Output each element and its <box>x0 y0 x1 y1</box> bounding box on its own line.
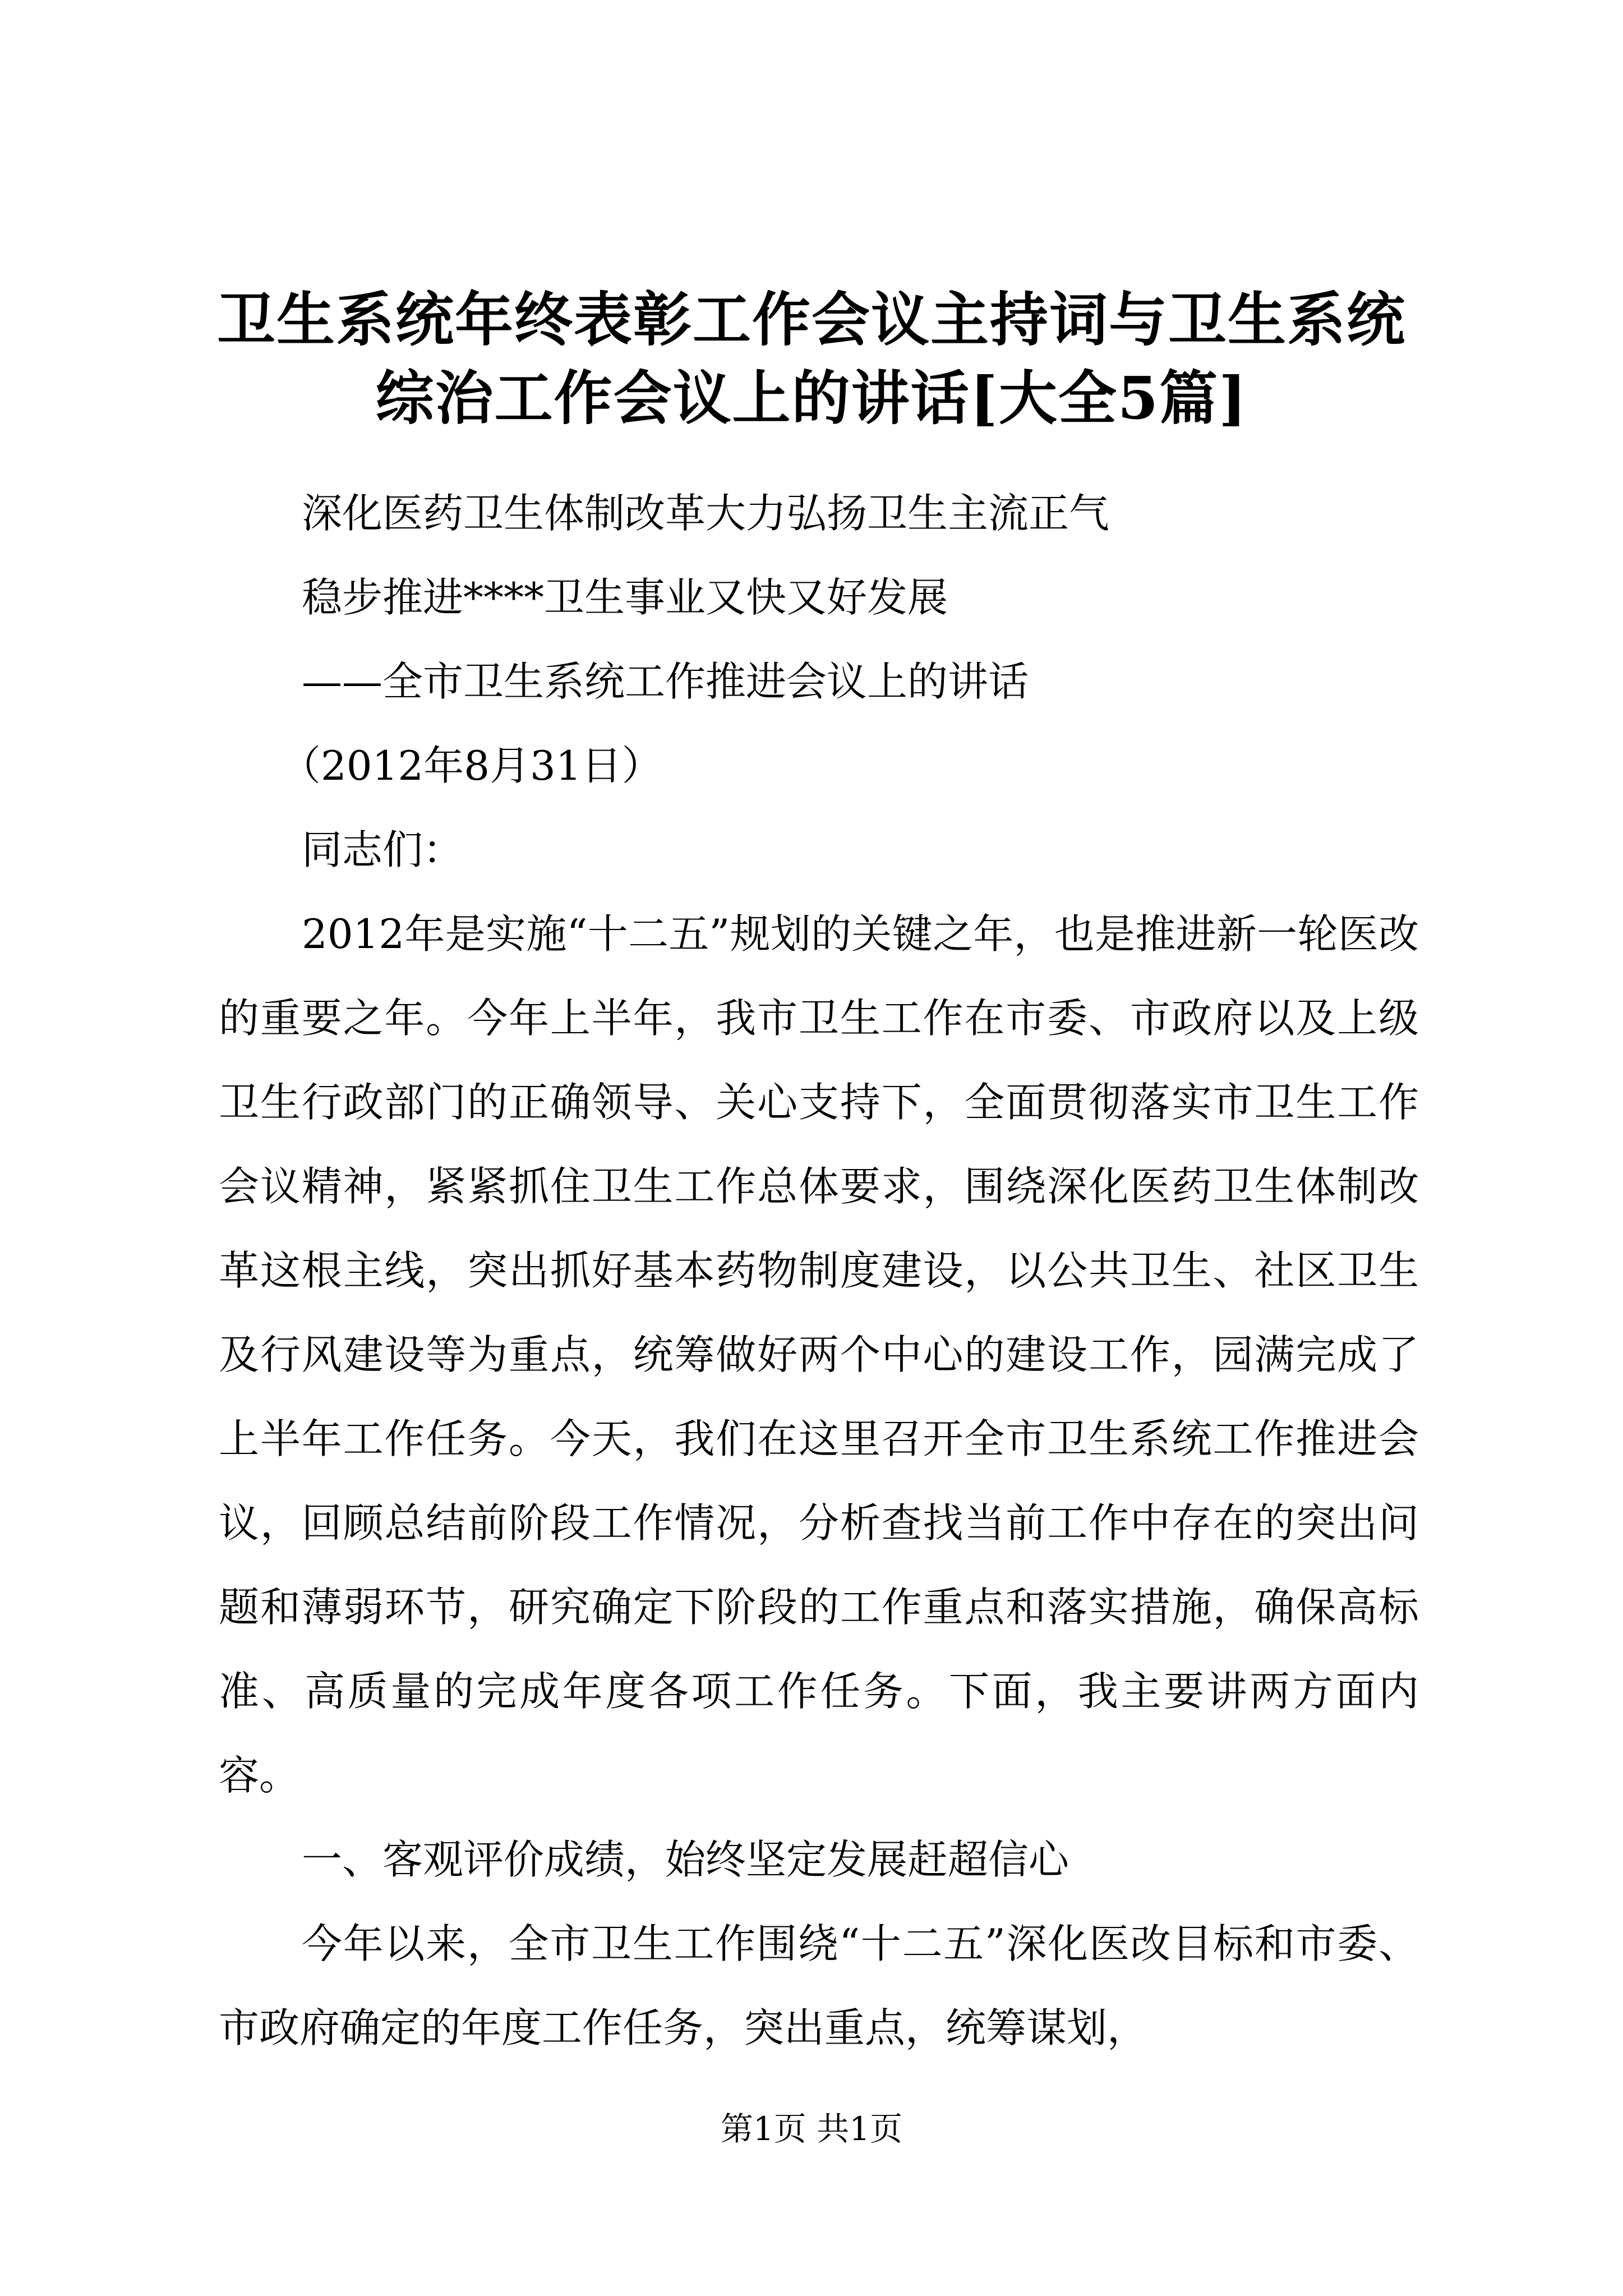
title-line-1: 卫生系统年终表彰工作会议主持词与卫生系统 <box>216 285 1406 354</box>
title-line-2: 综治工作会议上的讲话[大全5篇] <box>375 364 1248 432</box>
subtitle-line-1: 深化医药卫生体制改革大力弘扬卫生主流正气 <box>302 490 1110 537</box>
speech-occasion: ——全市卫生系统工作推进会议上的讲话 <box>302 658 1029 705</box>
page-footer: 第1页 共1页 <box>720 2110 903 2148</box>
body-paragraph-intro: 2012年是实施“十二五”规划的关键之年，也是推进新一轮医改的重要之年。今年上半年，我市卫生工作在市委、市政府以及上级卫生行政部门的正确领导、关心支持下，全面贯彻落实市卫生工作会议精神，紧紧抓住卫生工作总体要求，围绕深化医药卫生体制改革这根主线，突出抓好基本药物制度建设，以公共卫生、社区卫生及行风建设等为重点，统筹做好两个中心的建设工作，园满完成了上半年工作任务。今天，我们在这里召开全市卫生系统工作推进会议，回顾总结前阶段工作情况，分析查找当前工作中存在的突出问题和薄弱环节，研究确定下阶段的工作重点和落实措施，确保高标准、高质量的完成年度各项工作任务。下面，我主要讲两方面内容。 <box>219 910 1419 1799</box>
body-paragraph-2: 今年以来，全市卫生工作围绕“十二五”深化医改目标和市委、市政府确定的年度工作任务，突出重点，统筹谋划， <box>219 1920 1419 2051</box>
subtitle-line-2: 稳步推进****卫生事业又快又好发展 <box>302 574 948 621</box>
section-heading-1: 一、客观评价成绩，始终坚定发展赶超信心 <box>302 1836 1069 1883</box>
speech-date: （2012年8月31日） <box>280 742 662 789</box>
document-title <box>0 280 1623 438</box>
document-body <box>219 471 1419 2070</box>
salutation: 同志们： <box>302 826 464 873</box>
